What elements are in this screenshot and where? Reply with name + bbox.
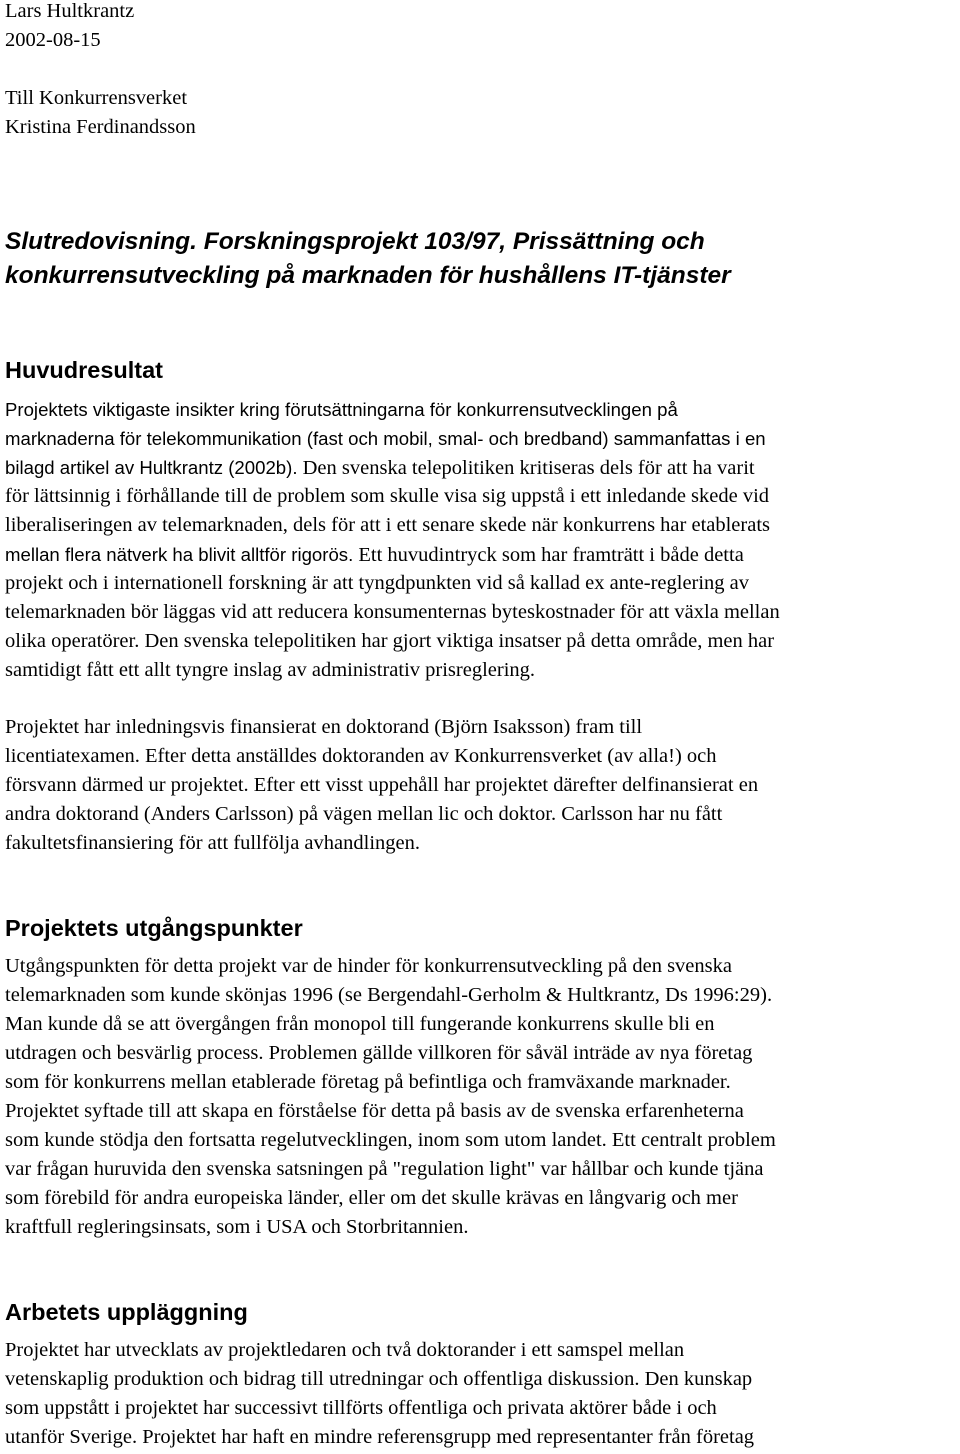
paragraph-fragment: Den svenska telepolitiken kritiseras dels för att ha varit <box>297 457 755 479</box>
paragraph-line: som för konkurrens mellan etablerade företag på befintliga och framväxande marknader. <box>5 1071 731 1093</box>
paragraph-line: fakultetsfinansiering för att fullfölja avhandlingen. <box>5 832 420 854</box>
paragraph-line: telemarknaden som kunde skönjas 1996 (se Bergendahl-Gerholm & Hultkrantz, Ds 1996:29). <box>5 984 773 1006</box>
paragraph-line: vetenskaplig produktion och bidrag till utredningar och offentliga diskussion. Den kunskap <box>5 1368 753 1390</box>
paragraph-line-mixed <box>5 540 744 570</box>
paragraph-line: utanför Sverige. Projektet har haft en mindre referensgrupp med representanter från företag <box>5 1426 755 1448</box>
paragraph-line: Utgångspunkten för detta projekt var de hinder för konkurrensutveckling på den svenska <box>5 955 732 977</box>
paragraph-fragment: mellan flera nätverk ha blivit alltför rigorös. <box>5 544 354 565</box>
paragraph-line: liberaliseringen av telemarknaden, dels för att i ett senare skede när konkurrens har etablerats <box>5 514 771 536</box>
paragraph-line: marknaderna för telekommunikation (fast och mobil, smal- och bredband) sammanfattas i en <box>5 428 766 449</box>
paragraph-line: kraftfull regleringsinsats, som i USA och Storbritannien. <box>5 1216 469 1238</box>
paragraph-fragment: bilagd artikel av Hultkrantz (2002b). <box>5 457 298 478</box>
paragraph-line-mixed <box>5 453 755 483</box>
paragraph-line: Projektet har inledningsvis finansierat en doktorand (Björn Isaksson) fram till <box>5 716 643 738</box>
paragraph-line: projekt och i internationell forskning är att tyngdpunkten vid så kallad ex ante-reglering av <box>5 572 750 594</box>
recipient-org: Till Konkurrensverket <box>5 87 188 109</box>
paragraph-line: samtidigt fått ett allt tyngre inslag av administrativ prisreglering. <box>5 659 536 681</box>
paragraph-line: Projektet syftade till att skapa en förståelse för detta på basis av de svenska erfarenheterna <box>5 1100 744 1122</box>
section-heading-upplaggning: Arbetets uppläggning <box>5 1299 248 1325</box>
paragraph-line: utdragen och besvärlig process. Problemen gällde villkoren för såväl inträde av nya företag <box>5 1042 753 1064</box>
paragraph-line: som uppstått i projektet har successivt tillförts offentliga och privata aktörer både i och <box>5 1397 717 1419</box>
paragraph-line: Man kunde då se att övergången från monopol till fungerande konkurrens skulle bli en <box>5 1013 715 1035</box>
paragraph-line: försvann därmed ur projektet. Efter ett visst uppehåll har projektet därefter delfinansierat en <box>5 774 759 796</box>
paragraph-line: som kunde stödja den fortsatta regelutvecklingen, inom som utom landet. Ett centralt problem <box>5 1129 776 1151</box>
paragraph-line: Projektet har utvecklats av projektledaren och två doktorander i ett samspel mellan <box>5 1339 685 1361</box>
paragraph-line: var frågan huruvida den svenska satsningen på "regulation light" var hållbar och kunde tjäna <box>5 1158 764 1180</box>
paragraph-fragment: Ett huvudintryck som har framträtt i både detta <box>353 544 744 566</box>
paragraph-line: olika operatörer. Den svenska telepolitiken har gjort viktiga insatser på detta område, men har <box>5 630 775 652</box>
paragraph-line: telemarknaden bör läggas vid att reducera konsumenternas byteskostnader för att växla mellan <box>5 601 780 623</box>
paragraph-line: licentiatexamen. Efter detta anställdes doktoranden av Konkurrensverket (av alla!) och <box>5 745 717 767</box>
document-title-line-1: Slutredovisning. Forskningsprojekt 103/97, Prissättning och <box>5 228 705 255</box>
paragraph-line: andra doktorand (Anders Carlsson) på vägen mellan lic och doktor. Carlsson har nu fått <box>5 803 723 825</box>
paragraph-line: som förebild för andra europeiska länder, eller om det skulle krävas en långvarig och mer <box>5 1187 738 1209</box>
section-heading-utgangspunkter: Projektets utgångspunkter <box>5 915 303 941</box>
paragraph-line: Projektets viktigaste insikter kring förutsättningarna för konkurrensutvecklingen på <box>5 399 678 420</box>
document-title-line-2: konkurrensutveckling på marknaden för hushållens IT-tjänster <box>5 262 731 289</box>
recipient-name: Kristina Ferdinandsson <box>5 116 196 138</box>
author-name: Lars Hultkrantz <box>5 0 135 22</box>
section-heading-huvudresultat: Huvudresultat <box>5 357 163 383</box>
paragraph-line: för lättsinnig i förhållande till de problem som skulle visa sig uppstå i ett inledande skede vid <box>5 485 770 507</box>
document-date: 2002-08-15 <box>5 29 101 51</box>
